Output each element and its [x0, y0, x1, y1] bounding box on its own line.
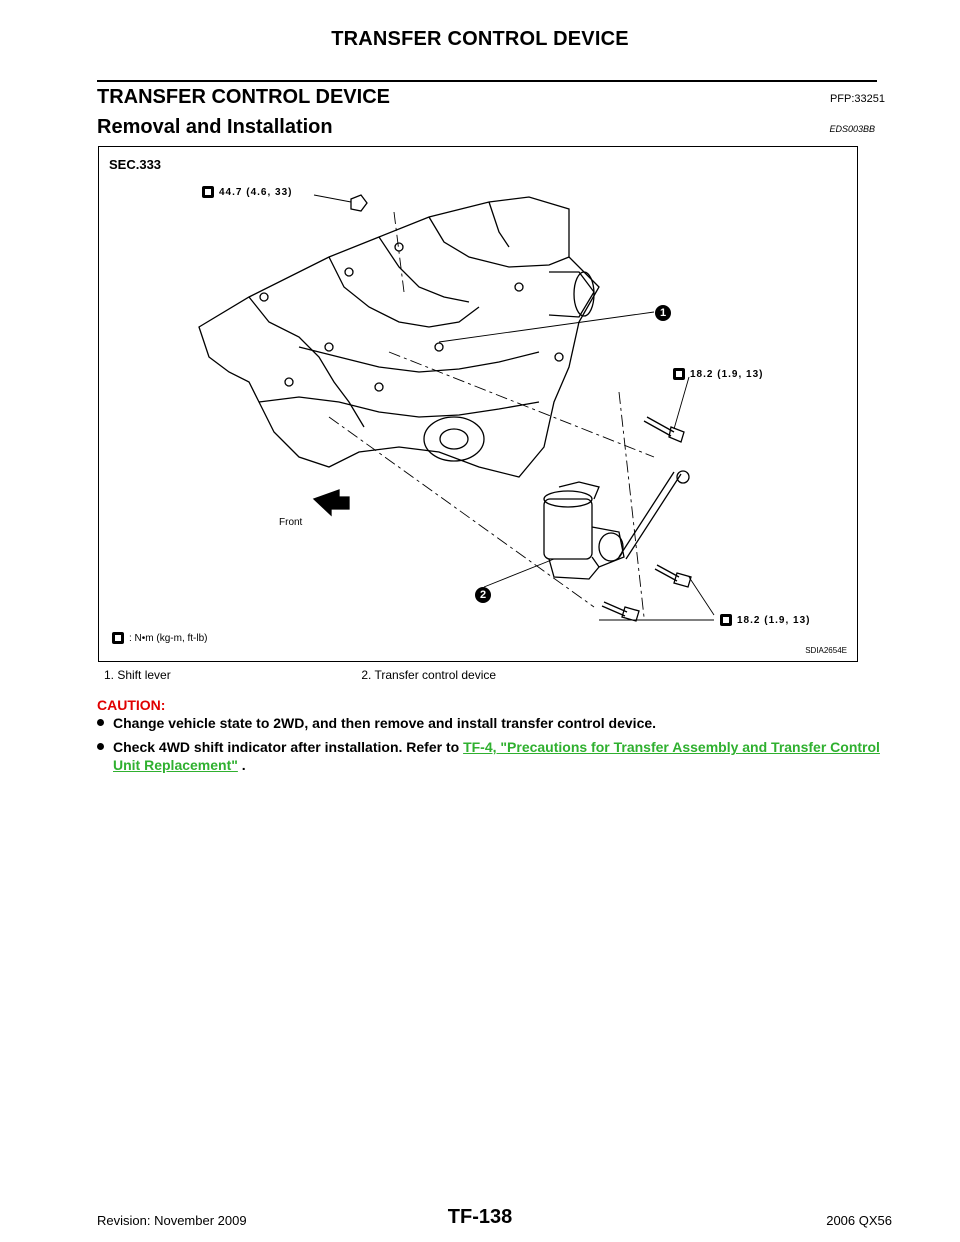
bullet-dot-icon	[97, 743, 104, 750]
torque-value-top: 44.7 (4.6, 33)	[219, 186, 293, 198]
page-header-title: TRANSFER CONTROL DEVICE	[331, 28, 629, 50]
torque-legend	[111, 631, 208, 645]
callout-2: 2	[475, 587, 491, 603]
callout-1: 1	[655, 305, 671, 321]
figure-captions	[104, 668, 496, 682]
sec-number: SEC.333	[109, 157, 162, 172]
bullet-dot-icon	[97, 719, 104, 726]
torque-value-mid: 18.2 (1.9, 13)	[690, 368, 764, 380]
front-label: Front	[279, 517, 303, 528]
caution-text-1: Change vehicle state to 2WD, and then remove and install transfer control device.	[113, 715, 657, 731]
caution-label: CAUTION:	[97, 697, 166, 713]
caption-shift-lever: 1. Shift lever	[104, 668, 171, 682]
torque-label-top	[201, 185, 292, 199]
footer-revision: Revision: November 2009	[97, 1213, 247, 1228]
legend-text: : N•m (kg-m, ft-lb)	[129, 632, 208, 644]
torque-label-mid	[672, 367, 763, 381]
torque-wrench-icon	[719, 613, 733, 627]
caution-text-2-suffix: .	[237, 757, 246, 773]
figure-code: SDIA2654E	[805, 646, 847, 655]
precautions-link[interactable]: TF-4, "Precautions for Transfer Assembly and Transfer Control Unit Replacement"	[113, 739, 880, 773]
torque-label-bottom	[719, 613, 810, 627]
header-rule	[97, 80, 877, 82]
torque-wrench-icon	[111, 631, 125, 645]
footer-model: 2006 QX56	[826, 1213, 892, 1228]
transfer-diagram	[98, 146, 858, 662]
torque-wrench-icon	[201, 185, 215, 199]
section-code: PFP:33251	[829, 93, 885, 105]
subsection-title: Removal and Installation	[97, 116, 333, 138]
section-title: TRANSFER CONTROL DEVICE	[97, 86, 390, 108]
caution-item	[97, 738, 887, 774]
subsection-code: EDS003BB	[829, 124, 875, 134]
caption-transfer-control-device: 2. Transfer control device	[361, 668, 497, 682]
caution-list	[97, 714, 887, 780]
transfer-illustration	[99, 147, 859, 663]
torque-value-bottom: 18.2 (1.9, 13)	[737, 614, 811, 626]
caution-item	[97, 714, 887, 732]
torque-wrench-icon	[672, 367, 686, 381]
footer-page-number: TF-138	[447, 1206, 513, 1228]
caution-text-2-prefix: Check 4WD shift indicator after installation. Refer to	[113, 739, 464, 755]
